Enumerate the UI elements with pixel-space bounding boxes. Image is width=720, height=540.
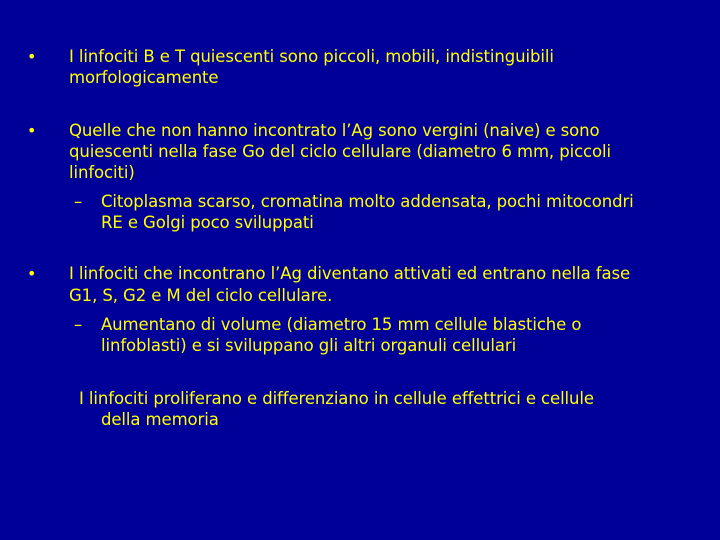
bullet-1-line-1: I linfociti B e T quiescenti sono piccoli, mobili, indistinguibili (69, 47, 554, 66)
bullet-marker: • (27, 121, 37, 140)
note-line-1: I linfociti proliferano e differenziano in cellule effettrici e cellule (79, 389, 594, 408)
bullet-3-sub-line-1: Aumentano di volume (diametro 15 mm cellule blastiche o (101, 315, 582, 334)
bullet-marker: • (27, 264, 37, 283)
bullet-2-line-3: linfociti) (69, 163, 135, 182)
bullet-marker: • (27, 47, 37, 66)
sub-bullet-marker: – (74, 192, 83, 211)
bullet-3-sub-line-2: linfoblasti) e si sviluppano gli altri organuli cellulari (101, 336, 517, 355)
bullet-2-sub-line-1: Citoplasma scarso, cromatina molto addensata, pochi mitocondri (101, 192, 634, 211)
bullet-3-line-2: G1, S, G2 e M del ciclo cellulare. (69, 286, 333, 305)
note-line-2: della memoria (101, 410, 219, 429)
bullet-2-line-2: quiescenti nella fase Go del ciclo cellulare (diametro 6 mm, piccoli (69, 142, 611, 161)
bullet-1-line-2: morfologicamente (69, 68, 219, 87)
sub-bullet-marker: – (74, 315, 83, 334)
bullet-2-sub-line-2: RE e Golgi poco sviluppati (101, 213, 314, 232)
bullet-3-line-1: I linfociti che incontrano l’Ag diventano attivati ed entrano nella fase (69, 264, 631, 283)
bullet-2-line-1: Quelle che non hanno incontrato l’Ag sono vergini (naive) e sono (69, 121, 600, 140)
